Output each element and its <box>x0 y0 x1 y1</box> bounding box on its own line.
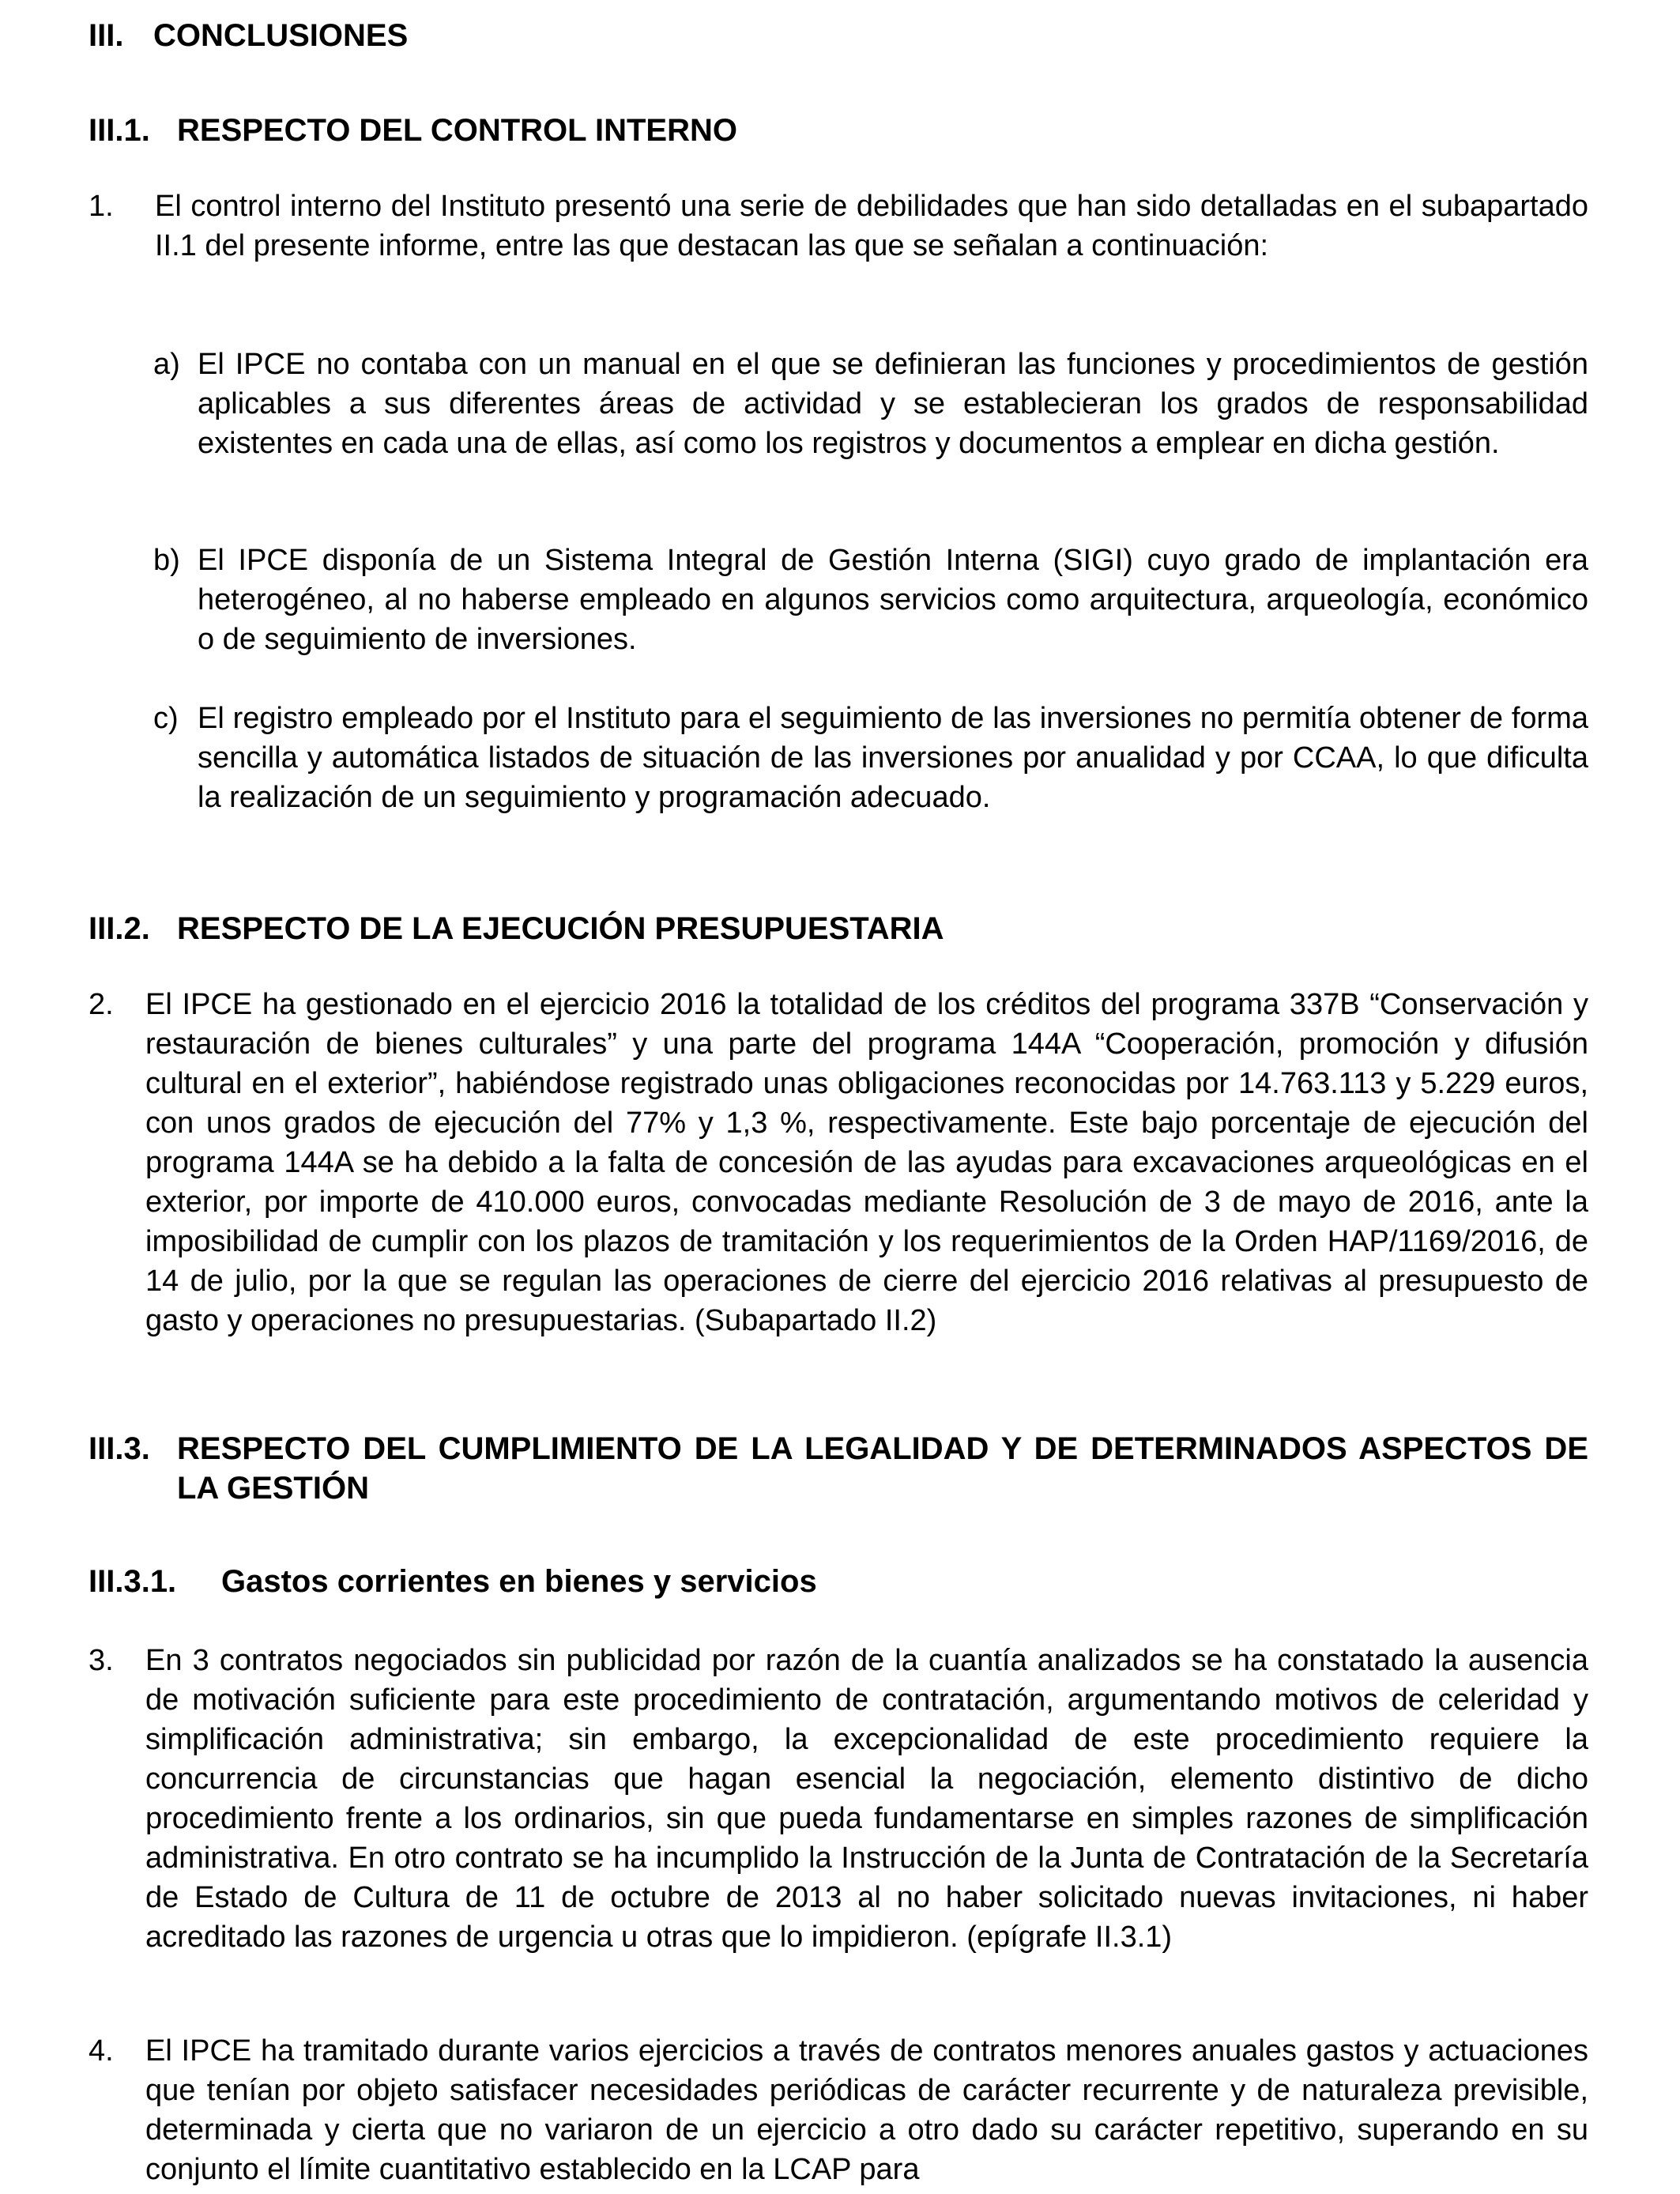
section-number: III.3. <box>89 1431 150 1466</box>
list-item-b <box>153 541 1588 659</box>
section-title: Gastos corrientes en bienes y servicios <box>221 1564 817 1599</box>
section-number: III.1. <box>89 113 150 148</box>
section-title: RESPECTO DEL CONTROL INTERNO <box>177 113 737 148</box>
paragraph-number: 4. <box>89 2034 114 2068</box>
list-item-a <box>153 345 1588 503</box>
paragraph-2 <box>89 985 1588 1380</box>
section-number: III. <box>89 18 124 53</box>
section-heading-cumplimiento-legalidad <box>89 1429 1590 1508</box>
list-item-marker: a) <box>153 348 180 381</box>
section-title: RESPECTO DEL CUMPLIMIENTO DE LA LEGALIDAD Y DE DETERMINADOS ASPECTOS DE LA GESTIÓN <box>177 1431 1588 1506</box>
paragraph-1 <box>89 187 1588 305</box>
paragraph-text: En 3 contratos negociados sin publicidad por razón de la cuantía analizados se ha constatado la ausencia de motivación suficiente para este procedimiento de contratación, argumentando motivos de celeridad y simplificación administrativa; sin embargo, la excepcionalidad de este procedimiento requiere la concurrencia de circunstancias que hagan esencial la negociación, elemento distintivo de dicho procedimiento frente a los ordinarios, sin que pueda fundamentarse en simples razones de simplificación administrativa. En otro contrato se ha incumplido la Instrucción de la Junta de Contratación de la Secretaría de Estado de Cultura de 11 de octubre de 2013 al no haber solicitado nuevas invitaciones, ni haber acreditado las razones de urgencia u otras que lo impidieron. (epígrafe II.3.1) <box>145 1644 1588 1954</box>
list-item-text: El IPCE disponía de un Sistema Integral de Gestión Interna (SIGI) cuyo grado de implantación era heterogéneo, al no haberse empleado en algunos servicios como arquitectura, arqueología, económico o de seguimiento de inversiones. <box>198 544 1588 656</box>
section-number: III.3.1. <box>89 1564 177 1599</box>
list-item-marker: c) <box>153 702 179 735</box>
section-heading-conclusiones <box>89 16 1590 55</box>
paragraph-text: El IPCE ha gestionado en el ejercicio 2016 la totalidad de los créditos del programa 337B “Conservación y restauración de bienes culturales” y una parte del programa 144A “Cooperación, promoción y difusión cultural en el exterior”, habiéndose registrado unas obligaciones reconocidas por 14.763.113 y 5.229 euros, con unos grados de ejecución del 77% y 1,3 %, respectivamente. Este bajo porcentaje de ejecución del programa 144A se ha debido a la falta de concesión de las ayudas para excavaciones arqueológicas en el exterior, por importe de 410.000 euros, convocadas mediante Resolución de 3 de mayo de 2016, ante la imposibilidad de cumplir con los plazos de tramitación y los requerimientos de la Orden HAP/1169/2016, de 14 de julio, por la que se regulan las operaciones de cierre del ejercicio 2016 relativas al presupuesto de gasto y operaciones no presupuestarias. (Subapartado II.2) <box>145 988 1588 1337</box>
paragraph-number: 1. <box>89 190 114 223</box>
section-heading-control-interno <box>89 111 1590 150</box>
list-item-text: El IPCE no contaba con un manual en el que se definieran las funciones y procedimientos de gestión aplicables a sus diferentes áreas de actividad y se establecieran los grados de responsabilidad existentes en cada una de ellas, así como los registros y documentos a emplear en dicha gestión. <box>198 348 1588 460</box>
section-number: III.2. <box>89 911 150 946</box>
paragraph-4 <box>89 2031 1588 2189</box>
subsection-heading-gastos-corrientes <box>89 1562 1590 1601</box>
list-item-marker: b) <box>153 544 180 577</box>
section-heading-ejecucion-presupuestaria <box>89 909 1590 948</box>
paragraph-text: El control interno del Instituto presentó una serie de debilidades que han sido detalladas en el subapartado II.1 del presente informe, entre las que destacan las que se señalan a continuación: <box>155 190 1588 262</box>
section-title: RESPECTO DE LA EJECUCIÓN PRESUPUESTARIA <box>177 911 944 946</box>
paragraph-number: 3. <box>89 1644 114 1677</box>
paragraph-3 <box>89 1641 1588 2036</box>
paragraph-number: 2. <box>89 988 114 1021</box>
section-title: CONCLUSIONES <box>153 18 409 53</box>
list-item-text: El registro empleado por el Instituto para el seguimiento de las inversiones no permitía obtener de forma sencilla y automática listados de situación de las inversiones por anualidad y por CCAA, lo que dificulta la realización de un seguimiento y programación adecuado. <box>198 702 1588 814</box>
paragraph-text: El IPCE ha tramitado durante varios ejercicios a través de contratos menores anuales gastos y actuaciones que tenían por objeto satisfacer necesidades periódicas de carácter recurrente y de naturaleza previsible, determinada y cierta que no variaron de un ejercicio a otro dado su carácter repetitivo, superando en su conjunto el límite cuantitativo establecido en la LCAP para <box>145 2034 1588 2186</box>
list-item-c <box>153 699 1588 857</box>
